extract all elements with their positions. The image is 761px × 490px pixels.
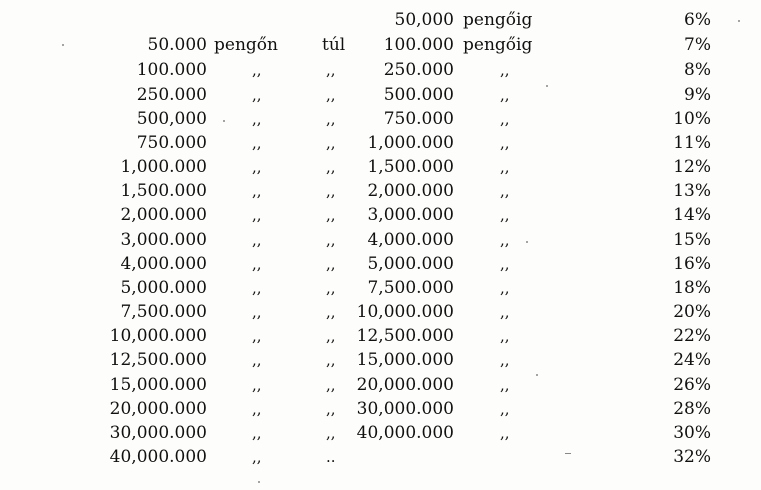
tax-rate: 7% [684, 35, 711, 55]
table-row [0, 107, 761, 131]
tax-rate: 28% [673, 399, 711, 419]
from-amount: 4,000.000 [120, 254, 207, 274]
from-amount: 5,000.000 [120, 278, 207, 298]
ditto-mark: ,, [326, 158, 336, 176]
ditto-mark: ,, [252, 158, 262, 176]
tax-rate: 18% [673, 278, 711, 298]
ditto-mark: ,, [500, 206, 510, 224]
ditto-mark: ,, [326, 327, 336, 345]
tax-rate: 26% [673, 375, 711, 395]
table-row [0, 397, 761, 421]
ditto-mark: ,, [500, 376, 510, 394]
ditto-mark: ,, [326, 182, 336, 200]
ditto-mark: ,, [326, 351, 336, 369]
to-amount: 250.000 [383, 60, 454, 80]
tax-rate: 13% [673, 181, 711, 201]
scan-speck [62, 44, 64, 46]
to-amount: 100.000 [383, 35, 454, 55]
ditto-mark: ,, [252, 255, 262, 273]
ditto-mark: ,, [500, 279, 510, 297]
from-amount: 20,000.000 [109, 399, 207, 419]
scan-speck [546, 85, 548, 87]
pengoig-label: pengőig [463, 10, 533, 30]
scan-speck [565, 453, 571, 454]
pengon-label: pengőn [214, 35, 278, 55]
ditto-mark: ,, [500, 255, 510, 273]
ditto-mark: ,, [252, 279, 262, 297]
ditto-mark: ,, [252, 424, 262, 442]
ditto-mark: ,, [500, 110, 510, 128]
tax-rate: 11% [673, 133, 711, 153]
tax-rate: 32% [673, 447, 711, 467]
table-row [0, 33, 761, 57]
from-amount: 10,000.000 [109, 326, 207, 346]
tax-rate: 6% [684, 10, 711, 30]
ditto-mark: ,, [252, 303, 262, 321]
to-amount: 4,000.000 [367, 230, 454, 250]
to-amount: 12,500.000 [356, 326, 454, 346]
table-row [0, 179, 761, 203]
ditto-mark: ,, [326, 255, 336, 273]
from-amount: 50.000 [147, 35, 207, 55]
tax-rate: 22% [673, 326, 711, 346]
ditto-mark: ,, [500, 231, 510, 249]
tax-rate: 30% [673, 423, 711, 443]
from-amount: 40,000.000 [109, 447, 207, 467]
ditto-mark: ,, [500, 327, 510, 345]
pengoig-label: pengőig [463, 35, 533, 55]
ditto-mark: .. [326, 448, 336, 466]
tax-rate: 9% [684, 85, 711, 105]
ditto-mark: ,, [326, 134, 336, 152]
table-row [0, 155, 761, 179]
table-row [0, 83, 761, 107]
table-row [0, 324, 761, 348]
from-amount: 1,000.000 [120, 157, 207, 177]
ditto-mark: ,, [252, 231, 262, 249]
ditto-mark: ,, [252, 351, 262, 369]
table-row [0, 421, 761, 445]
table-row [0, 348, 761, 372]
scan-speck [536, 374, 538, 376]
ditto-mark: ,, [252, 206, 262, 224]
ditto-mark: ,, [500, 303, 510, 321]
ditto-mark: ,, [326, 61, 336, 79]
to-amount: 40,000.000 [356, 423, 454, 443]
ditto-mark: ,, [326, 86, 336, 104]
tax-rate: 24% [673, 350, 711, 370]
ditto-mark: ,, [500, 351, 510, 369]
to-amount: 1,500.000 [367, 157, 454, 177]
ditto-mark: ,, [326, 110, 336, 128]
table-row [0, 373, 761, 397]
to-amount: 500.000 [383, 85, 454, 105]
ditto-mark: ,, [326, 231, 336, 249]
from-amount: 15,000.000 [109, 375, 207, 395]
table-row [0, 203, 761, 227]
scan-speck [526, 241, 528, 243]
to-amount: 20,000.000 [356, 375, 454, 395]
from-amount: 30,000.000 [109, 423, 207, 443]
ditto-mark: ,, [500, 182, 510, 200]
ditto-mark: ,, [252, 376, 262, 394]
table-row [0, 276, 761, 300]
ditto-mark: ,, [500, 61, 510, 79]
ditto-mark: ,, [500, 424, 510, 442]
tax-rate: 16% [673, 254, 711, 274]
from-amount: 750.000 [136, 133, 207, 153]
to-amount: 3,000.000 [367, 205, 454, 225]
ditto-mark: ,, [252, 61, 262, 79]
ditto-mark: ,, [500, 86, 510, 104]
from-amount: 12,500.000 [109, 350, 207, 370]
tax-rate: 20% [673, 302, 711, 322]
from-amount: 1,500.000 [120, 181, 207, 201]
from-amount: 3,000.000 [120, 230, 207, 250]
from-amount: 100.000 [136, 60, 207, 80]
ditto-mark: ,, [326, 303, 336, 321]
ditto-mark: ,, [252, 134, 262, 152]
table-row [0, 131, 761, 155]
ditto-mark: ,, [252, 110, 262, 128]
ditto-mark: ,, [252, 182, 262, 200]
scan-speck [223, 120, 225, 122]
to-amount: 7,500.000 [367, 278, 454, 298]
to-amount: 10,000.000 [356, 302, 454, 322]
to-amount: 30,000.000 [356, 399, 454, 419]
from-amount: 2,000.000 [120, 205, 207, 225]
tax-rate: 8% [684, 60, 711, 80]
ditto-mark: ,, [252, 400, 262, 418]
ditto-mark: ,, [326, 206, 336, 224]
ditto-mark: ,, [500, 158, 510, 176]
tax-rate: 10% [673, 109, 711, 129]
to-amount: 2,000.000 [367, 181, 454, 201]
ditto-mark: ,, [500, 400, 510, 418]
tul-label: túl [322, 35, 346, 55]
table-row [0, 445, 761, 469]
tax-rate: 12% [673, 157, 711, 177]
table-row [0, 8, 761, 32]
ditto-mark: ,, [326, 424, 336, 442]
table-row [0, 228, 761, 252]
to-amount: 5,000.000 [367, 254, 454, 274]
table-row [0, 300, 761, 324]
ditto-mark: ,, [326, 400, 336, 418]
ditto-mark: ,, [252, 327, 262, 345]
scan-speck [258, 481, 260, 483]
from-amount: 7,500.000 [120, 302, 207, 322]
tax-rate: 14% [673, 205, 711, 225]
ditto-mark: ,, [252, 448, 262, 466]
tax-rate: 15% [673, 230, 711, 250]
to-amount: 50,000 [394, 10, 454, 30]
table-row [0, 58, 761, 82]
to-amount: 15,000.000 [356, 350, 454, 370]
table-row [0, 252, 761, 276]
scan-speck [738, 20, 740, 22]
to-amount: 1,000.000 [367, 133, 454, 153]
ditto-mark: ,, [252, 86, 262, 104]
from-amount: 500,000 [136, 109, 207, 129]
to-amount: 750.000 [383, 109, 454, 129]
ditto-mark: ,, [326, 376, 336, 394]
from-amount: 250.000 [136, 85, 207, 105]
ditto-mark: ,, [500, 134, 510, 152]
ditto-mark: ,, [326, 279, 336, 297]
